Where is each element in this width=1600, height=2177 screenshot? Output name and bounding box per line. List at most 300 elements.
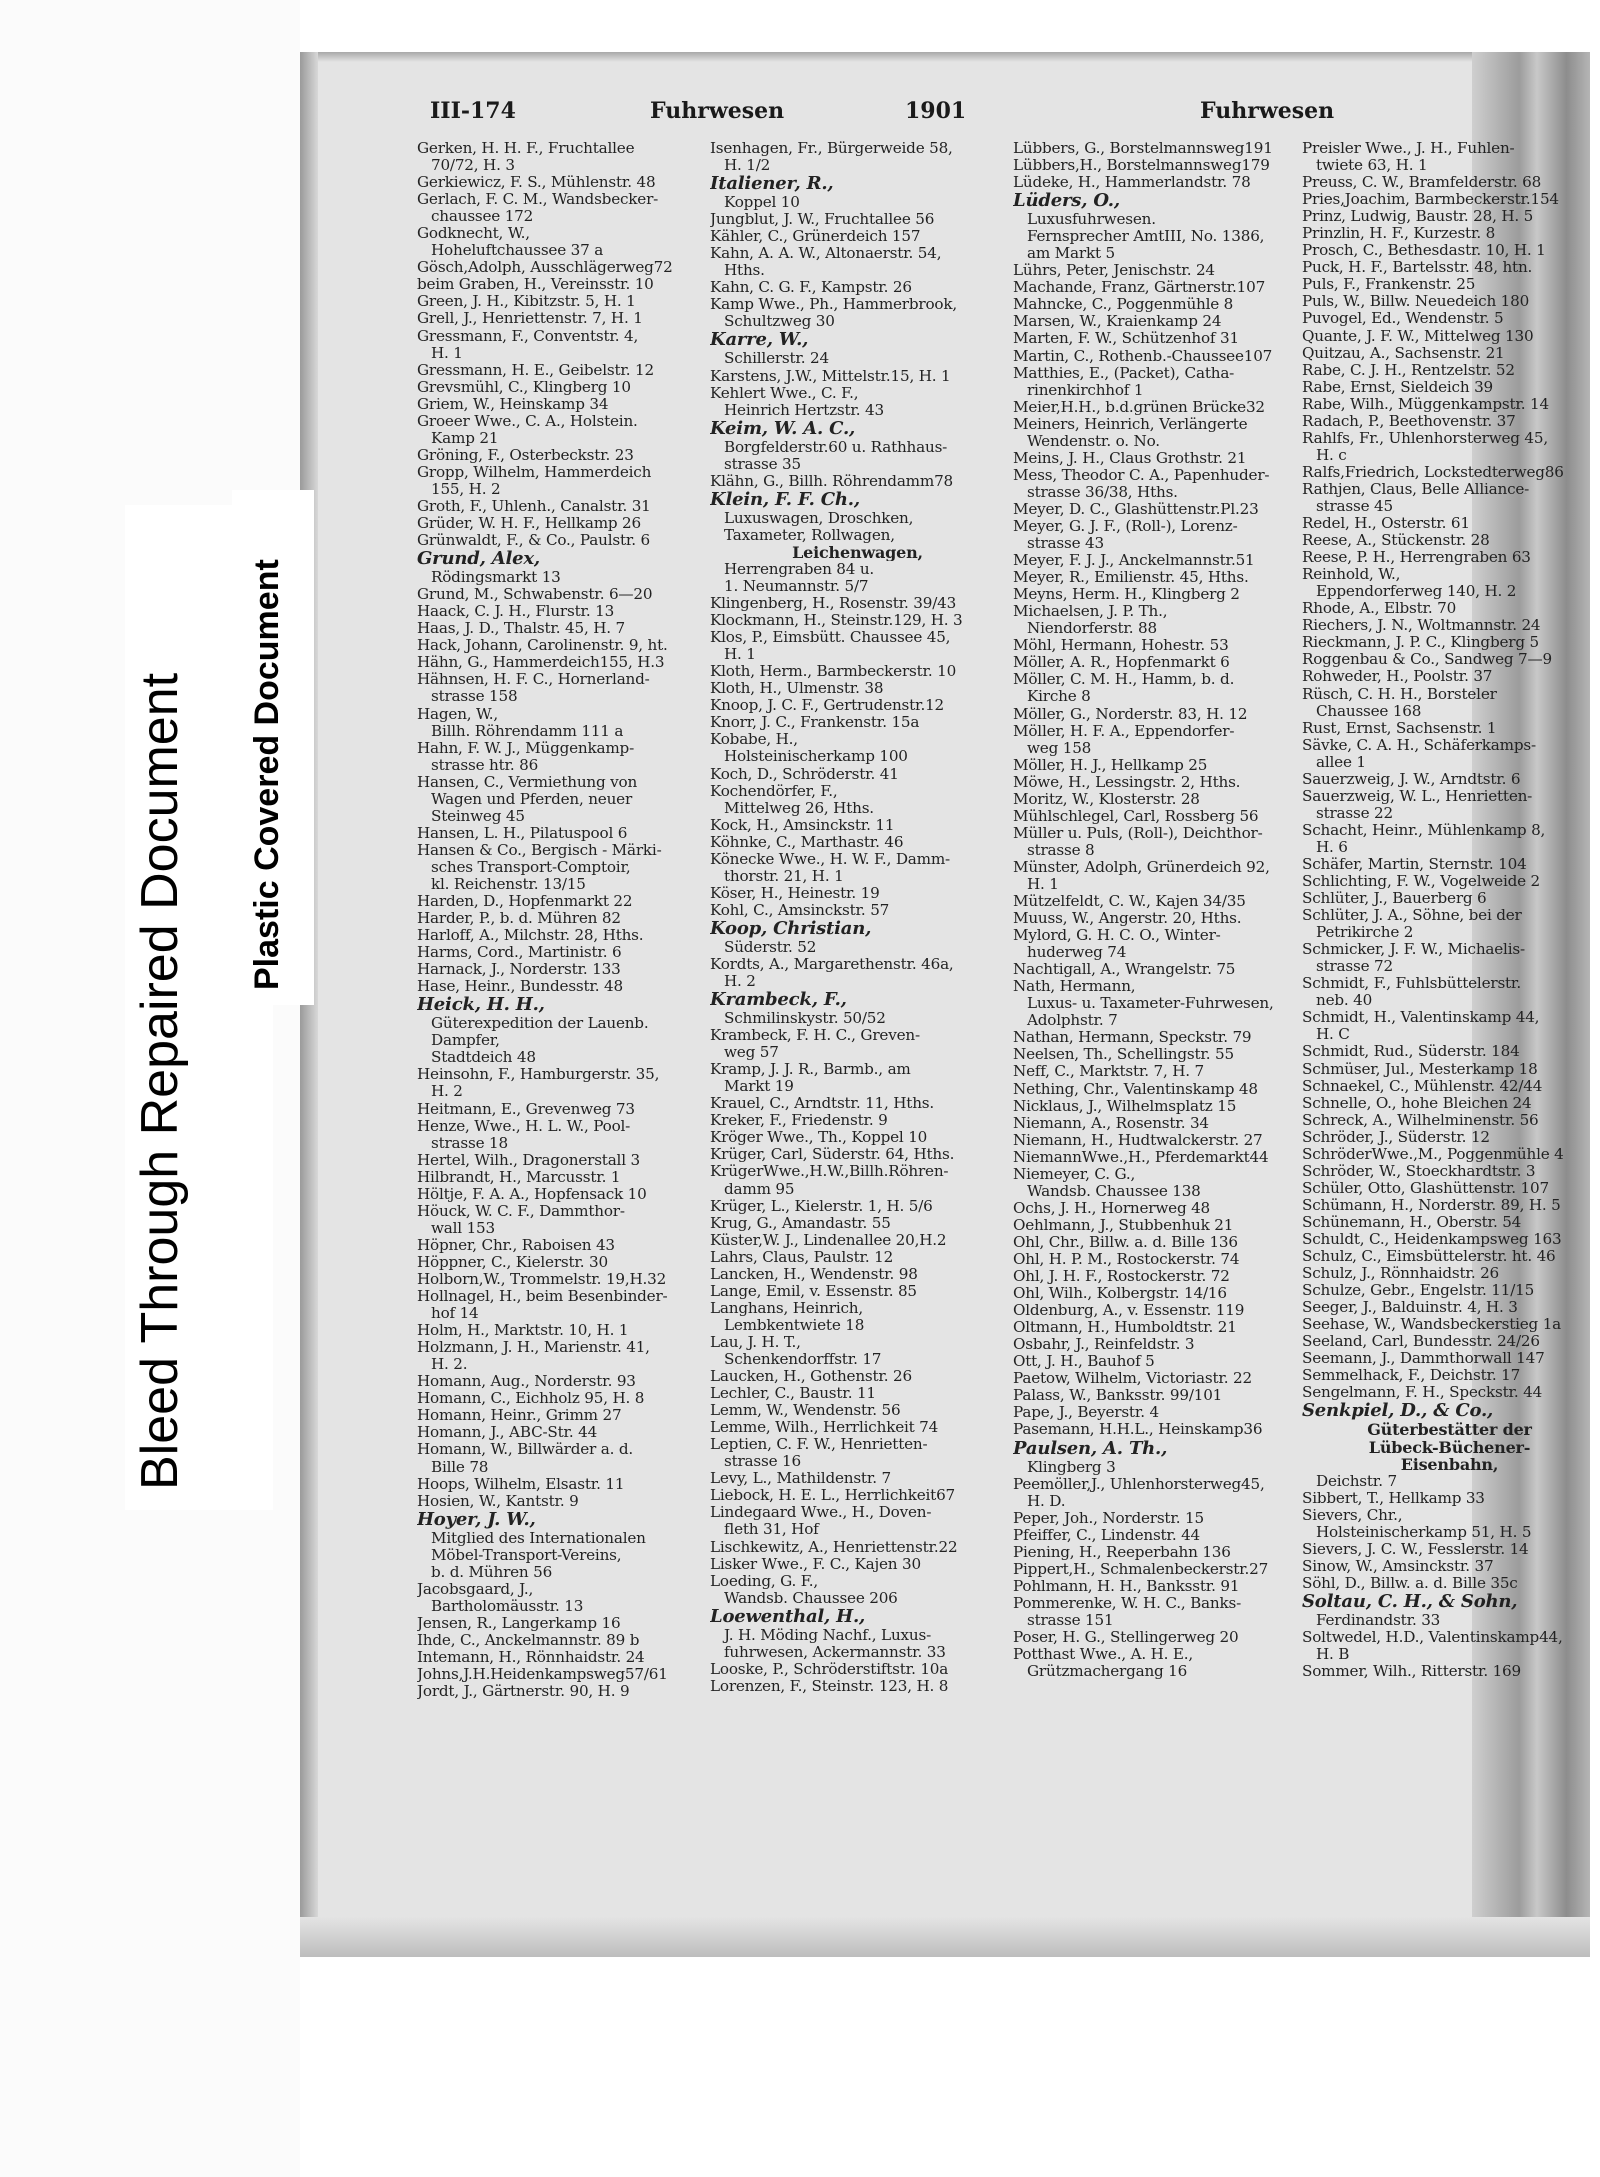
directory-entry-line: Homann, W., Billwärder a. d. bbox=[417, 1441, 634, 1459]
directory-entry-line: Peemöller,J., Uhlenhorsterweg45, bbox=[1013, 1475, 1265, 1493]
header-left-title: Fuhrwesen bbox=[650, 98, 785, 124]
directory-entry-line: Lancken, H., Wendenstr. 98 bbox=[710, 1265, 918, 1283]
directory-entry-line: Levy, L., Mathildenstr. 7 bbox=[710, 1470, 891, 1488]
directory-entry-line: Köser, H., Heinestr. 19 bbox=[710, 884, 880, 902]
directory-entry-line: beim Graben, H., Vereinsstr. 10 bbox=[417, 276, 654, 294]
directory-entry-line: b. d. Mühren 56 bbox=[431, 1563, 553, 1581]
directory-entry-line: Nething, Chr., Valentinskamp 48 bbox=[1013, 1080, 1258, 1098]
directory-entry-line: Krüger, L., Kielerstr. 1, H. 5/6 bbox=[710, 1197, 933, 1215]
directory-entry-line: Eppendorferweg 140, H. 2 bbox=[1316, 583, 1517, 601]
directory-entry-line: Kehlert Wwe., C. F., bbox=[710, 384, 859, 402]
directory-entry-line: Höpner, Chr., Raboisen 43 bbox=[417, 1236, 615, 1254]
directory-entry-line: strasse 8 bbox=[1027, 841, 1095, 859]
directory-entry-line: Luxuswagen, Droschken, bbox=[724, 509, 914, 527]
directory-entry-line: Mützelfeldt, C. W., Kajen 34/35 bbox=[1013, 893, 1246, 911]
directory-column-4 bbox=[1302, 140, 1590, 1680]
directory-entry-line: Klein, F. F. Ch., bbox=[710, 489, 860, 510]
directory-entry-line: Schümann, H., Norderstr. 89, H. 5 bbox=[1302, 1196, 1561, 1214]
repaired-document-text: Bleed Through Repaired Document bbox=[131, 672, 189, 1490]
directory-entry-line: 1. Neumannstr. 5/7 bbox=[724, 577, 869, 595]
directory-entry-line: Neff, C., Marktstr. 7, H. 7 bbox=[1013, 1063, 1204, 1081]
directory-entry-line: Looske, P., Schröderstiftstr. 10a bbox=[710, 1660, 949, 1678]
directory-entry-line: Gösch,Adolph, Ausschlägerweg72 bbox=[417, 259, 673, 277]
directory-entry-line: Gerken, H. H. F., Fruchtallee bbox=[417, 140, 635, 157]
page-header bbox=[430, 98, 1430, 138]
directory-entry-line: SchröderWwe.,M., Poggenmühle 4 bbox=[1302, 1145, 1564, 1163]
directory-entry-line: Schäfer, Martin, Sternstr. 104 bbox=[1302, 855, 1527, 873]
directory-entry-line: Pape, J., Beyerstr. 4 bbox=[1013, 1404, 1159, 1422]
directory-entry-line: Lange, Emil, v. Essenstr. 85 bbox=[710, 1282, 917, 1300]
directory-entry-line: Wendenstr. o. No. bbox=[1027, 432, 1160, 450]
directory-entry-line: Kirche 8 bbox=[1027, 688, 1091, 706]
directory-entry-line: Möwe, H., Lessingstr. 2, Hths. bbox=[1013, 773, 1241, 791]
directory-entry-line: Krauel, C., Arndtstr. 11, Hths. bbox=[710, 1095, 935, 1113]
directory-entry-line: H. 2 bbox=[724, 973, 756, 991]
directory-entry-line: Meyns, Herm. H., Klingberg 2 bbox=[1013, 586, 1240, 604]
directory-entry-line: Kahn, A. A. W., Altonaerstr. 54, bbox=[710, 245, 942, 263]
directory-entry-line: Hths. bbox=[724, 262, 765, 280]
directory-entry-line: Mitglied des Internationalen bbox=[431, 1529, 646, 1547]
directory-entry-line: Harloff, A., Milchstr. 28, Hths. bbox=[417, 927, 644, 945]
directory-entry-line: Holsteinischerkamp 100 bbox=[724, 748, 908, 766]
directory-entry-line: Schmidt, F., Fuhlsbüttelerstr. bbox=[1302, 975, 1521, 993]
directory-entry-line: Holborn,W., Trommelstr. 19,H.32 bbox=[417, 1271, 667, 1288]
directory-entry-line: Klos, P., Eimsbütt. Chaussee 45, bbox=[710, 629, 951, 647]
directory-entry-line: Seeger, J., Balduinstr. 4, H. 3 bbox=[1302, 1299, 1518, 1317]
directory-entry-line: Henze, Wwe., H. L. W., Pool- bbox=[417, 1117, 631, 1135]
directory-entry-line: Klockmann, H., Steinstr.129, H. 3 bbox=[710, 612, 963, 630]
directory-entry-line: Italiener, R., bbox=[710, 174, 834, 195]
directory-entry-line: Koppel 10 bbox=[724, 194, 800, 212]
directory-entry-line: twiete 63, H. 1 bbox=[1316, 157, 1428, 175]
directory-entry-line: Leptien, C. F. W., Henrietten- bbox=[710, 1436, 928, 1454]
directory-entry-line: Lischkewitz, A., Henriettenstr.22 bbox=[710, 1538, 958, 1556]
directory-entry-line: thorstr. 21, H. 1 bbox=[724, 867, 844, 885]
directory-entry-line: Kochendörfer, F., bbox=[710, 782, 838, 800]
directory-entry-line: Rohweder, H., Poolstr. 37 bbox=[1302, 668, 1493, 686]
directory-entry-line: Neelsen, Th., Schellingstr. 55 bbox=[1013, 1046, 1234, 1064]
directory-entry-line: Lemme, Wilh., Herrlichkeit 74 bbox=[710, 1419, 939, 1437]
directory-entry-line: Niemann, A., Rosenstr. 34 bbox=[1013, 1114, 1209, 1132]
directory-entry-line: Preisler Wwe., J. H., Fuhlen- bbox=[1302, 140, 1515, 157]
directory-entry-line: Borgfelderstr.60 u. Rathhaus- bbox=[724, 438, 948, 456]
directory-entry-line: Höppner, C., Kielerstr. 30 bbox=[417, 1253, 608, 1271]
directory-entry-line: Groeer Wwe., C. A., Holstein. bbox=[417, 412, 638, 430]
directory-entry-line: Seehase, W., Wandsbeckerstieg 1a bbox=[1302, 1316, 1562, 1334]
directory-entry-line: Ohl, H. P. M., Rostockerstr. 74 bbox=[1013, 1251, 1240, 1268]
directory-entry-line: Green, J. H., Kibitzstr. 5, H. 1 bbox=[417, 293, 636, 311]
directory-entry-line: KrügerWwe.,H.W.,Billh.Röhren- bbox=[710, 1163, 949, 1181]
directory-entry-line: Müller u. Puls, (Roll-), Deichthor- bbox=[1013, 824, 1263, 842]
directory-entry-line: Hollnagel, H., beim Besenbinder- bbox=[417, 1288, 668, 1306]
directory-entry-line: Rahlfs, Fr., Uhlenhorsterweg 45, bbox=[1302, 429, 1548, 447]
directory-entry-line: Krambeck, F., bbox=[710, 990, 847, 1011]
directory-entry-line: strasse 16 bbox=[724, 1453, 801, 1471]
directory-entry-line: Pippert,H., Schmalenbeckerstr.27 bbox=[1013, 1560, 1269, 1578]
directory-entry-line: Herrengraben 84 u. bbox=[724, 560, 875, 578]
directory-entry-line: Lechler, C., Baustr. 11 bbox=[710, 1385, 876, 1403]
directory-entry-line: Gerlach, F. C. M., Wandsbecker- bbox=[417, 191, 659, 209]
directory-entry-line: strasse 22 bbox=[1316, 804, 1393, 822]
directory-entry-line: strasse 158 bbox=[431, 688, 518, 706]
directory-entry-line: Palass, W., Banksstr. 99/101 bbox=[1013, 1387, 1223, 1405]
directory-entry-line: Lembkentwiete 18 bbox=[724, 1316, 865, 1334]
directory-entry-line: Münster, Adolph, Grünerdeich 92, bbox=[1013, 858, 1270, 876]
directory-entry-line: Schmüser, Jul., Mesterkamp 18 bbox=[1302, 1060, 1538, 1078]
directory-entry-line: Potthast Wwe., A. H. E., bbox=[1013, 1646, 1194, 1664]
directory-entry-line: Schulz, J., Rönnhaidstr. 26 bbox=[1302, 1265, 1500, 1283]
directory-entry-line: Haas, J. D., Thalstr. 45, H. 7 bbox=[417, 620, 625, 638]
directory-entry-line: 155, H. 2 bbox=[431, 480, 501, 498]
directory-entry-line: rinenkirchhof 1 bbox=[1027, 381, 1144, 399]
directory-entry-line: Roggenbau & Co., Sandweg 7—9 bbox=[1302, 651, 1552, 669]
directory-column-3 bbox=[1013, 140, 1308, 1680]
directory-column-2 bbox=[710, 140, 1005, 1695]
directory-entry-line: Möller, A. R., Hopfenmarkt 6 bbox=[1013, 654, 1230, 672]
directory-entry-line: Kock, H., Amsinckstr. 11 bbox=[710, 816, 895, 834]
directory-entry-line: Haack, C. J. H., Flurstr. 13 bbox=[417, 603, 615, 621]
directory-entry-line: weg 158 bbox=[1027, 739, 1092, 757]
directory-entry-line: Rüsch, C. H. H., Borsteler bbox=[1302, 685, 1497, 703]
directory-entry-line: Schlüter, J., Bauerberg 6 bbox=[1302, 890, 1487, 908]
directory-entry-line: Schultzweg 30 bbox=[724, 313, 835, 331]
directory-entry-line: Pommerenke, W. H. C., Banks- bbox=[1013, 1594, 1242, 1612]
directory-entry-line: Könecke Wwe., H. W. F., Damm- bbox=[710, 850, 950, 868]
directory-entry-line: Kramp, J. J. R., Barmb., am bbox=[710, 1061, 911, 1079]
directory-entry-line: Seemann, J., Dammthorwall 147 bbox=[1302, 1350, 1545, 1368]
directory-entry-line: Schröder, J., Süderstr. 12 bbox=[1302, 1128, 1490, 1146]
directory-entry-line: Schmilinskystr. 50/52 bbox=[724, 1010, 886, 1028]
directory-entry-line: Kloth, Herm., Barmbeckerstr. 10 bbox=[710, 663, 957, 681]
directory-entry-line: Soltwedel, H.D., Valentinskamp44, bbox=[1302, 1628, 1563, 1646]
directory-entry-line: Grützmachergang 16 bbox=[1027, 1663, 1188, 1681]
directory-entry-line: Heick, H. H., bbox=[417, 995, 545, 1016]
directory-entry-line: Krüger, Carl, Süderstr. 64, Hths. bbox=[710, 1146, 955, 1164]
directory-entry-line: Sommer, Wilh., Ritterstr. 169 bbox=[1302, 1663, 1521, 1681]
directory-entry-line: Meyer, F. J. J., Anckelmannstr.51 bbox=[1013, 552, 1255, 570]
directory-entry-line: Petrikirche 2 bbox=[1316, 924, 1414, 942]
directory-entry-line: Rathjen, Claus, Belle Alliance- bbox=[1302, 480, 1530, 498]
directory-entry-line: Ihde, C., Anckelmannstr. 89 b bbox=[417, 1631, 640, 1649]
directory-entry-line: Wagen und Pferden, neuer bbox=[431, 790, 633, 808]
directory-entry-line: Prinzlin, H. F., Kurzestr. 8 bbox=[1302, 225, 1496, 243]
directory-entry-line: Harden, D., Hopfenmarkt 22 bbox=[417, 893, 633, 911]
directory-entry-line: Rödingsmarkt 13 bbox=[431, 569, 561, 587]
directory-entry-line: Gröning, F., Osterbeckstr. 23 bbox=[417, 446, 634, 464]
directory-entry-line: Gerkiewicz, F. S., Mühlenstr. 48 bbox=[417, 174, 656, 192]
directory-entry-line: Sauerzweig, J. W., Arndtstr. 6 bbox=[1302, 770, 1521, 788]
directory-entry-line: Wandsb. Chaussee 206 bbox=[724, 1589, 898, 1607]
directory-entry-line: Ferdinandstr. 33 bbox=[1316, 1611, 1441, 1629]
directory-entry-line: Schnelle, O., hohe Bleichen 24 bbox=[1302, 1094, 1532, 1112]
directory-entry-line: Redel, H., Osterstr. 61 bbox=[1302, 515, 1470, 533]
directory-entry-line: Langhans, Heinrich, bbox=[710, 1299, 864, 1317]
directory-entry-line: Hahn, F. W. J., Müggenkamp- bbox=[417, 739, 635, 757]
directory-entry-line: strasse 43 bbox=[1027, 535, 1104, 553]
directory-entry-line: Harnack, J., Norderstr. 133 bbox=[417, 961, 621, 979]
directory-entry-line: Lübbers, G., Borstelmannsweg191 bbox=[1013, 140, 1273, 157]
directory-entry-line: Rabe, Wilh., Müggenkampstr. 14 bbox=[1302, 395, 1549, 413]
directory-entry-line: Sengelmann, F. H., Speckstr. 44 bbox=[1302, 1384, 1543, 1402]
directory-entry-line: strasse 36/38, Hths. bbox=[1027, 483, 1178, 501]
directory-entry-line: Schmidt, H., Valentinskamp 44, bbox=[1302, 1009, 1540, 1027]
directory-entry-line: Jungblut, J. W., Fruchtallee 56 bbox=[710, 211, 935, 229]
directory-entry-line: Schuldt, C., Heidenkampsweg 163 bbox=[1302, 1231, 1562, 1248]
directory-entry-line: Kreker, F., Friedenstr. 9 bbox=[710, 1112, 888, 1130]
directory-entry-line: Jacobsgaard, J., bbox=[417, 1580, 534, 1598]
directory-entry-line: Klähn, G., Billh. Röhrendamm78 bbox=[710, 472, 954, 490]
directory-entry-line: Meins, J. H., Claus Grothstr. 21 bbox=[1013, 449, 1247, 467]
directory-entry-line: Harder, P., b. d. Mühren 82 bbox=[417, 910, 621, 928]
directory-entry-line: damm 95 bbox=[724, 1180, 795, 1198]
directory-entry-line: Wandsb. Chaussee 138 bbox=[1027, 1182, 1201, 1200]
directory-entry-line: huderweg 74 bbox=[1027, 944, 1127, 962]
directory-entry-line: Pfeiffer, C., Lindenstr. 44 bbox=[1013, 1526, 1201, 1544]
directory-entry-line: Nath, Hermann, bbox=[1013, 978, 1136, 996]
directory-entry-line: Sievers, J. C. W., Fesslerstr. 14 bbox=[1302, 1540, 1529, 1558]
directory-entry-line: Luxusfuhrwesen. bbox=[1027, 211, 1156, 229]
directory-entry-line: Grüder, W. H. F., Hellkamp 26 bbox=[417, 515, 641, 533]
directory-entry-line: Ott, J. H., Bauhof 5 bbox=[1013, 1353, 1155, 1371]
directory-entry-line: am Markt 5 bbox=[1027, 245, 1115, 263]
directory-entry-line: Lemm, W., Wendenstr. 56 bbox=[710, 1402, 901, 1420]
directory-entry-line: Hähn, G., Hammerdeich155, H.3 bbox=[417, 654, 665, 672]
directory-entry-line: strasse 18 bbox=[431, 1134, 508, 1152]
directory-entry-line: Eisenbahn, bbox=[1400, 1455, 1499, 1473]
directory-entry-line: Holsteinischerkamp 51, H. 5 bbox=[1316, 1523, 1532, 1541]
directory-entry-line: Jordt, J., Gärtnerstr. 90, H. 9 bbox=[417, 1683, 630, 1701]
directory-entry-line: Kamp 21 bbox=[431, 429, 499, 447]
header-year: 1901 bbox=[905, 98, 967, 124]
directory-entry-line: Muuss, W., Angerstr. 20, Hths. bbox=[1013, 910, 1242, 928]
directory-entry-line: Mühlschlegel, Carl, Rossberg 56 bbox=[1013, 807, 1259, 825]
directory-entry-line: Güterbestätter der bbox=[1367, 1421, 1532, 1439]
directory-entry-line: Schulze, Gebr., Engelstr. 11/15 bbox=[1302, 1282, 1535, 1300]
directory-entry-line: Moritz, W., Klosterstr. 28 bbox=[1013, 790, 1200, 808]
directory-entry-line: Meiners, Heinrich, Verlängerte bbox=[1013, 415, 1248, 433]
directory-entry-line: Meier,H.H., b.d.grünen Brücke32 bbox=[1013, 398, 1265, 416]
directory-entry-line: Krug, G., Amandastr. 55 bbox=[710, 1214, 891, 1232]
directory-entry-line: Hoheluftchaussee 37 a bbox=[431, 242, 604, 260]
page-top-edge bbox=[300, 52, 1590, 62]
directory-entry-line: Klingenberg, H., Rosenstr. 39/43 bbox=[710, 595, 957, 613]
directory-entry-line: Sievers, Chr., bbox=[1302, 1506, 1403, 1524]
directory-entry-line: Paetow, Wilhelm, Victoriastr. 22 bbox=[1013, 1370, 1252, 1388]
directory-entry-line: 70/72, H. 3 bbox=[431, 157, 515, 175]
directory-entry-line: Kähler, C., Grünerdeich 157 bbox=[710, 228, 921, 246]
directory-entry-line: H. D. bbox=[1027, 1492, 1066, 1510]
directory-entry-line: Oehlmann, J., Stubbenhuk 21 bbox=[1013, 1216, 1234, 1234]
directory-entry-line: Grund, M., Schwabenstr. 6—20 bbox=[417, 586, 653, 604]
directory-entry-line: Güterexpedition der Lauenb. bbox=[431, 1015, 649, 1033]
directory-entry-line: Lübbers,H., Borstelmannsweg179 bbox=[1013, 157, 1270, 175]
directory-entry-line: Grevsmühl, C., Klingberg 10 bbox=[417, 378, 631, 396]
directory-entry-line: fuhrwesen, Ackermannstr. 33 bbox=[724, 1643, 946, 1661]
directory-entry-line: J. H. Möding Nachf., Luxus- bbox=[724, 1626, 932, 1644]
directory-entry-line: Machande, Franz, Gärtnerstr.107 bbox=[1013, 279, 1266, 297]
directory-entry-line: Sibbert, T., Hellkamp 33 bbox=[1302, 1489, 1485, 1507]
directory-entry-line: Niemann, H., Hudtwalckerstr. 27 bbox=[1013, 1131, 1263, 1149]
directory-entry-line: Möller, H. F. A., Eppendorfer- bbox=[1013, 722, 1235, 740]
directory-entry-line: Mylord, G. H. C. O., Winter- bbox=[1013, 927, 1221, 945]
directory-entry-line: Heinsohn, F., Hamburgerstr. 35, bbox=[417, 1066, 660, 1084]
directory-entry-line: Keim, W. A. C., bbox=[710, 418, 856, 439]
plastic-covered-text: Plastic Covered Document bbox=[248, 559, 286, 990]
directory-entry-line: Lau, J. H. T., bbox=[710, 1333, 801, 1351]
directory-entry-line: Möller, C. M. H., Hamm, b. d. bbox=[1013, 671, 1235, 689]
directory-entry-line: Loewenthal, H., bbox=[710, 1606, 866, 1627]
directory-entry-line: Meyer, G. J. F., (Roll-), Lorenz- bbox=[1013, 517, 1238, 535]
directory-entry-line: Hansen, C., Vermiethung von bbox=[417, 773, 638, 791]
directory-entry-line: neb. 40 bbox=[1316, 992, 1373, 1010]
directory-entry-line: Senkpiel, D., & Co., bbox=[1302, 1401, 1494, 1422]
directory-entry-line: Oltmann, H., Humboldtstr. 21 bbox=[1013, 1319, 1237, 1337]
directory-entry-line: Reese, P. H., Herrengraben 63 bbox=[1302, 549, 1531, 567]
directory-entry-line: Harms, Cord., Martinistr. 6 bbox=[417, 944, 622, 962]
directory-entry-line: Deichstr. 7 bbox=[1316, 1472, 1397, 1490]
directory-entry-line: Nathan, Hermann, Speckstr. 79 bbox=[1013, 1029, 1252, 1047]
directory-entry-line: Stadtdeich 48 bbox=[431, 1049, 536, 1067]
directory-entry-line: Hansen & Co., Bergisch - Märki- bbox=[417, 841, 662, 859]
directory-entry-line: Schmidt, Rud., Süderstr. 184 bbox=[1302, 1043, 1520, 1061]
directory-entry-line: Preuss, C. W., Bramfelderstr. 68 bbox=[1302, 174, 1542, 192]
directory-entry-line: H. C bbox=[1316, 1026, 1350, 1044]
directory-entry-line: Schlüter, J. A., Söhne, bei der bbox=[1302, 907, 1522, 925]
directory-entry-line: Homann, Heinr., Grimm 27 bbox=[417, 1407, 622, 1425]
directory-entry-line: Schlichting, F. W., Vogelweide 2 bbox=[1302, 873, 1541, 891]
directory-entry-line: Ohl, Wilh., Kolbergstr. 14/16 bbox=[1013, 1285, 1227, 1303]
directory-entry-line: Pries,Joachim, Barmbeckerstr.154 bbox=[1302, 191, 1559, 209]
directory-entry-line: Puls, F., Frankenstr. 25 bbox=[1302, 276, 1476, 294]
directory-entry-line: Lührs, Peter, Jenischstr. 24 bbox=[1013, 262, 1215, 280]
directory-entry-line: Ohl, J. H. F., Rostockerstr. 72 bbox=[1013, 1268, 1230, 1286]
directory-entry-line: Luxus- u. Taxameter-Fuhrwesen, bbox=[1027, 995, 1274, 1013]
directory-entry-line: Liebock, H. E. L., Herrlichkeit67 bbox=[710, 1487, 956, 1505]
directory-entry-line: Möbel-Transport-Vereins, bbox=[431, 1546, 622, 1564]
directory-entry-line: Griem, W., Heinskamp 34 bbox=[417, 395, 609, 413]
directory-entry-line: Groth, F., Uhlenh., Canalstr. 31 bbox=[417, 497, 651, 515]
directory-entry-line: Puck, H. F., Bartelsstr. 48, htn. bbox=[1302, 259, 1533, 277]
directory-entry-line: Hagen, W., bbox=[417, 705, 499, 723]
directory-entry-line: strasse htr. 86 bbox=[431, 756, 539, 774]
directory-entry-line: Reinhold, W., bbox=[1302, 566, 1401, 584]
directory-entry-line: Niendorferstr. 88 bbox=[1027, 620, 1157, 638]
directory-entry-line: Köhnke, C., Marthastr. 46 bbox=[710, 833, 904, 851]
directory-entry-line: kl. Reichenstr. 13/15 bbox=[431, 875, 586, 893]
directory-entry-line: NiemannWwe.,H., Pferdemarkt44 bbox=[1013, 1148, 1269, 1166]
directory-entry-line: Nachtigall, A., Wrangelstr. 75 bbox=[1013, 961, 1236, 979]
directory-entry-line: Meyer, D. C., Glashüttenstr.Pl.23 bbox=[1013, 500, 1259, 518]
directory-entry-line: Kloth, H., Ulmenstr. 38 bbox=[710, 680, 884, 698]
directory-entry-line: Prinz, Ludwig, Baustr. 28, H. 5 bbox=[1302, 208, 1534, 226]
directory-entry-line: Heitmann, E., Grevenweg 73 bbox=[417, 1100, 635, 1118]
directory-entry-line: Hosien, W., Kantstr. 9 bbox=[417, 1492, 579, 1510]
directory-entry-line: Quitzau, A., Sachsenstr. 21 bbox=[1302, 344, 1505, 362]
directory-entry-line: Mess, Theodor C. A., Papenhuder- bbox=[1013, 466, 1270, 484]
directory-entry-line: Isenhagen, Fr., Bürgerweide 58, bbox=[710, 140, 953, 157]
directory-column-1 bbox=[417, 140, 712, 1700]
directory-entry-line: Kamp Wwe., Ph., Hammerbrook, bbox=[710, 296, 957, 314]
directory-entry-line: Homann, Aug., Norderstr. 93 bbox=[417, 1373, 636, 1391]
directory-entry-line: Knorr, J. C., Frankenstr. 15a bbox=[710, 714, 920, 732]
directory-entry-line: Ralfs,Friedrich, Lockstedterweg86 bbox=[1302, 463, 1564, 481]
directory-entry-line: strasse 35 bbox=[724, 455, 801, 473]
directory-entry-line: Schüler, Otto, Glashüttenstr. 107 bbox=[1302, 1179, 1549, 1197]
directory-entry-line: Homann, J., ABC-Str. 44 bbox=[417, 1424, 598, 1442]
directory-entry-line: allee 1 bbox=[1316, 753, 1366, 771]
directory-entry-line: Hertel, Wilh., Dragonerstall 3 bbox=[417, 1151, 640, 1169]
directory-entry-line: Knoop, J. C. F., Gertrudenstr.12 bbox=[710, 697, 944, 715]
directory-entry-line: Sävke, C. A. H., Schäferkamps- bbox=[1302, 736, 1536, 754]
directory-entry-line: Schulz, C., Eimsbüttelerstr. ht. 46 bbox=[1302, 1248, 1556, 1266]
directory-entry-line: Markt 19 bbox=[724, 1078, 794, 1096]
directory-entry-line: Bille 78 bbox=[431, 1458, 489, 1476]
directory-entry-line: Möhl, Hermann, Hohestr. 53 bbox=[1013, 637, 1229, 655]
directory-entry-line: Niemeyer, C. G., bbox=[1013, 1165, 1136, 1183]
directory-entry-line: H. 2 bbox=[431, 1083, 463, 1101]
directory-entry-line: Kröger Wwe., Th., Koppel 10 bbox=[710, 1129, 928, 1147]
directory-entry-line: Marten, F. W., Schützenhof 31 bbox=[1013, 330, 1239, 348]
directory-entry-line: Kohl, C., Amsinckstr. 57 bbox=[710, 901, 890, 919]
directory-entry-line: Leichenwagen, bbox=[792, 543, 923, 561]
directory-entry-line: Rieckmann, J. P. C., Klingberg 5 bbox=[1302, 634, 1539, 652]
directory-entry-line: Sinow, W., Amsinckstr. 37 bbox=[1302, 1557, 1494, 1575]
header-right-title: Fuhrwesen bbox=[1200, 98, 1335, 124]
directory-entry-line: Mahncke, C., Poggenmühle 8 bbox=[1013, 296, 1234, 314]
directory-entry-line: Prosch, C., Bethesdastr. 10, H. 1 bbox=[1302, 242, 1546, 260]
directory-entry-line: Loeding, G. F., bbox=[710, 1572, 819, 1590]
directory-entry-line: Sauerzweig, W. L., Henrietten- bbox=[1302, 787, 1533, 805]
directory-entry-line: Schacht, Heinr., Mühlenkamp 8, bbox=[1302, 821, 1546, 839]
directory-entry-line: Söhl, D., Billw. a. d. Bille 35c bbox=[1302, 1574, 1518, 1592]
directory-entry-line: Intemann, H., Rönnhaidstr. 24 bbox=[417, 1648, 645, 1666]
directory-entry-line: Küster,W. J., Lindenallee 20,H.2 bbox=[710, 1231, 947, 1249]
directory-entry-line: Hähnsen, H. F. C., Hornerland- bbox=[417, 671, 650, 689]
directory-entry-line: Osbahr, J., Reinfeldstr. 3 bbox=[1013, 1336, 1195, 1354]
directory-entry-line: Puls, W., Billw. Neuedeich 180 bbox=[1302, 293, 1530, 311]
directory-entry-line: Oldenburg, A., v. Essenstr. 119 bbox=[1013, 1302, 1245, 1320]
directory-entry-line: Nicklaus, J., Wilhelmsplatz 15 bbox=[1013, 1097, 1237, 1115]
directory-entry-line: Steinweg 45 bbox=[431, 807, 525, 825]
directory-entry-line: Kobabe, H., bbox=[710, 731, 798, 749]
directory-entry-line: Hoops, Wilhelm, Elsastr. 11 bbox=[417, 1475, 625, 1493]
page-number: III-174 bbox=[430, 98, 516, 124]
directory-entry-line: Peper, Joh., Norderstr. 15 bbox=[1013, 1509, 1204, 1527]
directory-entry-line: Holm, H., Marktstr. 10, H. 1 bbox=[417, 1322, 629, 1340]
directory-entry-line: Meyer, R., Emilienstr. 45, Hths. bbox=[1013, 569, 1249, 587]
directory-entry-line: Holzmann, J. H., Marienstr. 41, bbox=[417, 1339, 650, 1357]
directory-entry-line: Paulsen, A. Th., bbox=[1013, 1438, 1168, 1459]
directory-entry-line: Gropp, Wilhelm, Hammerdeich bbox=[417, 463, 652, 481]
directory-entry-line: Hoyer, J. W., bbox=[417, 1509, 536, 1530]
directory-entry-line: H. B bbox=[1316, 1646, 1350, 1664]
directory-entry-line: Karre, W., bbox=[710, 330, 809, 351]
directory-entry-line: Homann, C., Eichholz 95, H. 8 bbox=[417, 1390, 645, 1408]
directory-entry-line: Taxameter, Rollwagen, bbox=[724, 526, 895, 544]
directory-entry-line: Krambeck, F. H. C., Greven- bbox=[710, 1027, 920, 1045]
directory-entry-line: Lorenzen, F., Steinstr. 123, H. 8 bbox=[710, 1677, 949, 1695]
directory-entry-line: Quante, J. F. W., Mittelweg 130 bbox=[1302, 327, 1534, 345]
directory-entry-line: Schröder, W., Stoeckhardtstr. 3 bbox=[1302, 1162, 1536, 1180]
directory-entry-line: chaussee 172 bbox=[431, 208, 534, 226]
directory-entry-line: H. 1 bbox=[1027, 875, 1059, 893]
directory-entry-line: Reese, A., Stückenstr. 28 bbox=[1302, 532, 1490, 550]
directory-entry-line: hof 14 bbox=[431, 1305, 479, 1323]
directory-entry-line: Dampfer, bbox=[431, 1032, 500, 1050]
directory-entry-line: Hase, Heinr., Bundesstr. 48 bbox=[417, 978, 623, 996]
directory-entry-line: sches Transport-Comptoir, bbox=[431, 858, 631, 876]
directory-entry-line: Klingberg 3 bbox=[1027, 1458, 1116, 1476]
